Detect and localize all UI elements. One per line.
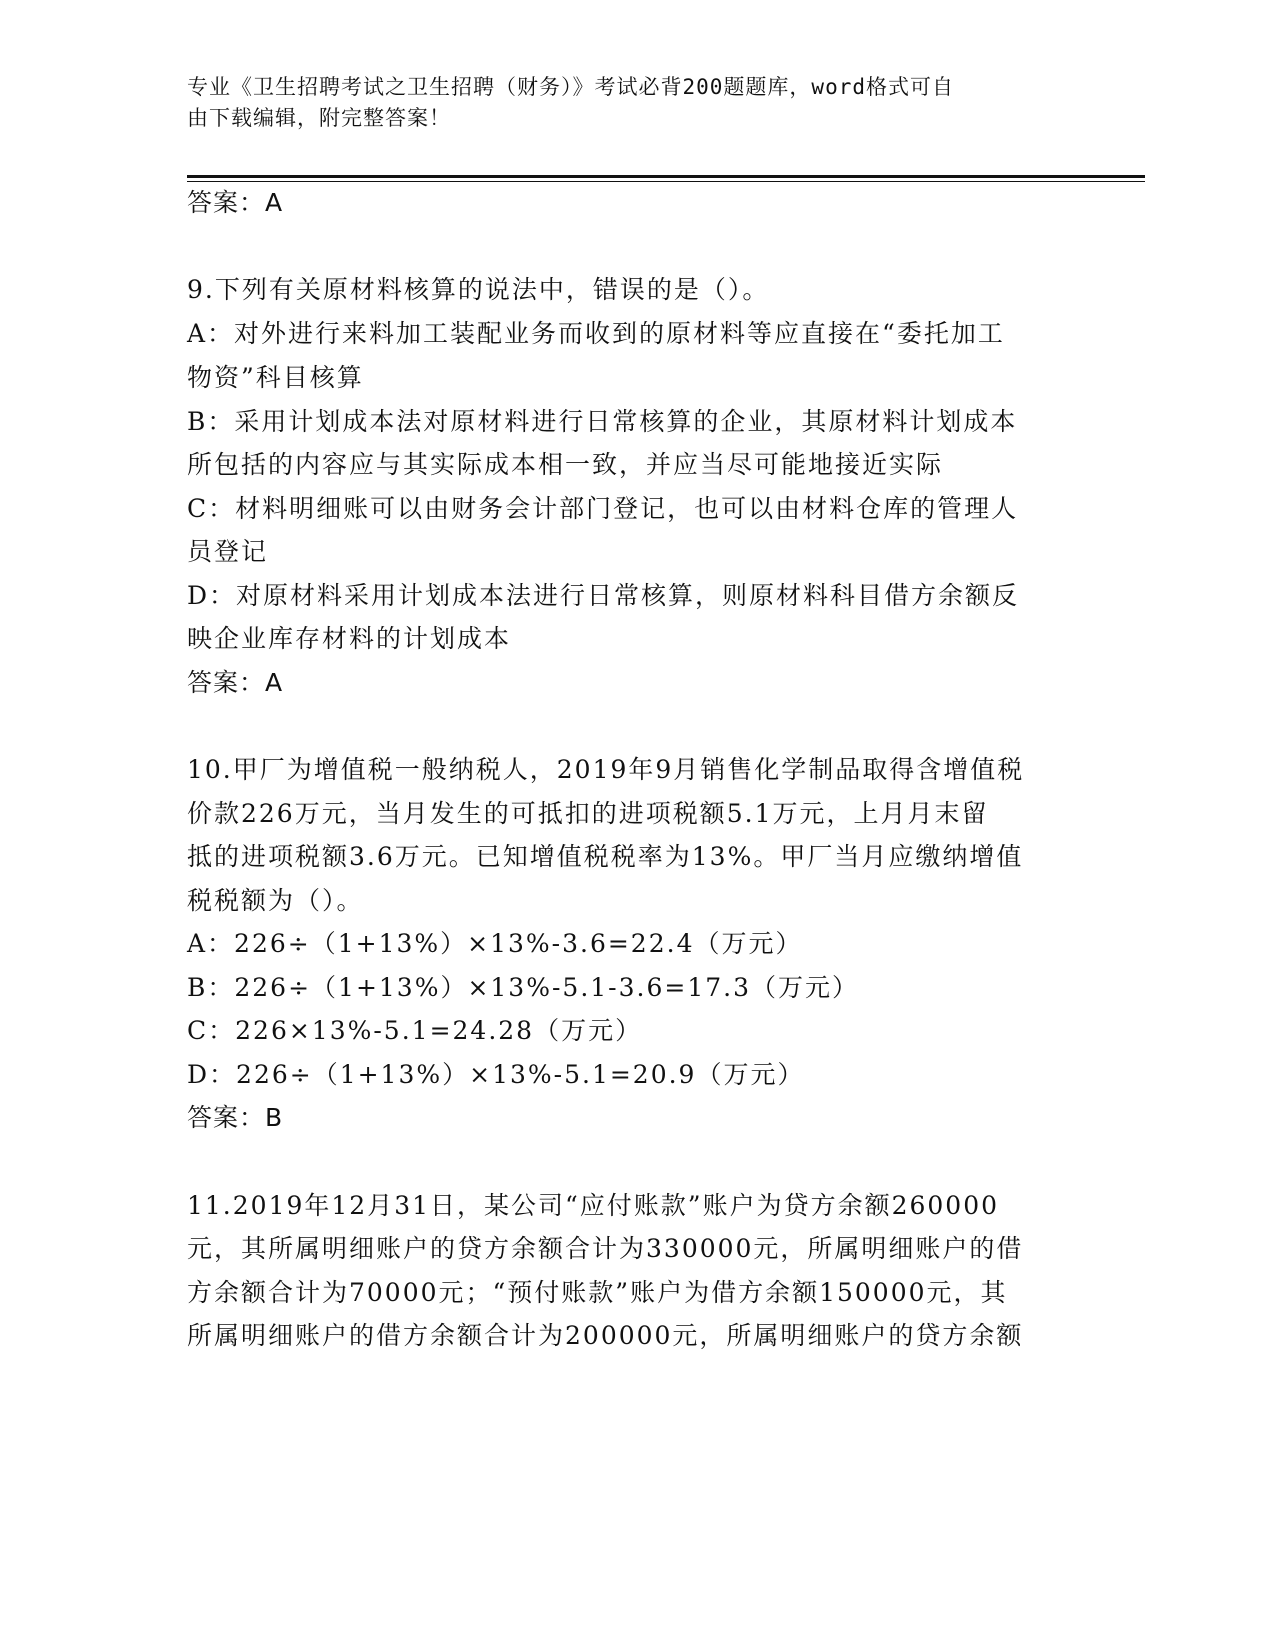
q9-option-b-line2: 所包括的内容应与其实际成本相一致，并应当尽可能地接近实际 (187, 450, 944, 479)
answer-previous: 答案：A (187, 188, 284, 217)
q10-stem-line2: 价款226万元，当月发生的可抵扣的进项税额5.1万元，上月月末留 (187, 799, 989, 828)
q11-stem-line3: 方余额合计为70000元；“预付账款”账户为借方余额150000元，其 (187, 1278, 1008, 1307)
q10-stem-line3: 抵的进项税额3.6万元。已知增值税税率为13%。甲厂当月应缴纳增值 (187, 842, 1024, 871)
q9-option-d-line1: D：对原材料采用计划成本法进行日常核算，则原材料科目借方余额反 (187, 581, 1020, 610)
q10-option-b: B：226÷（1+13%）×13%-5.1-3.6=17.3（万元） (187, 973, 859, 1002)
q10-answer: 答案：B (187, 1103, 284, 1132)
q9-option-b-line1: B：采用计划成本法对原材料进行日常核算的企业，其原材料计划成本 (187, 407, 1018, 436)
intro-line-2: 由下载编辑，附完整答案！ (187, 106, 451, 130)
q11-stem-line1: 11.2019年12月31日，某公司“应付账款”账户为贷方余额260000 (187, 1191, 1000, 1220)
q9-option-c-line2: 员登记 (187, 537, 269, 566)
q10-option-d: D：226÷（1+13%）×13%-5.1=20.9（万元） (187, 1060, 805, 1089)
q9-option-a-line1: A：对外进行来料加工装配业务而收到的原材料等应直接在“委托加工 (187, 319, 1005, 348)
q11-stem-line2: 元，其所属明细账户的贷方余额合计为330000元，所属明细账户的借 (187, 1234, 1024, 1263)
header-divider-thin (187, 181, 1145, 182)
document-intro (187, 72, 1067, 134)
q10-stem-line4: 税税额为（）。 (187, 886, 364, 915)
q9-option-a-line2: 物资”科目核算 (187, 363, 364, 392)
header-divider-thick (187, 175, 1145, 178)
q10-option-a: A：226÷（1+13%）×13%-3.6=22.4（万元） (187, 929, 803, 958)
q9-answer: 答案：A (187, 668, 284, 697)
q10-option-c: C：226×13%-5.1=24.28（万元） (187, 1016, 643, 1045)
q9-option-d-line2: 映企业库存材料的计划成本 (187, 624, 512, 653)
q9-option-c-line1: C：材料明细账可以由财务会计部门登记，也可以由材料仓库的管理人 (187, 494, 1019, 523)
q10-stem-line1: 10.甲厂为增值税一般纳税人，2019年9月销售化学制品取得含增值税 (187, 755, 1025, 784)
q11-stem-line4: 所属明细账户的借方余额合计为200000元，所属明细账户的贷方余额 (187, 1321, 1024, 1350)
q9-stem: 9.下列有关原材料核算的说法中，错误的是（）。 (187, 275, 770, 304)
intro-line-1: 专业《卫生招聘考试之卫生招聘（财务）》考试必背200题题库，word格式可自 (187, 75, 954, 99)
